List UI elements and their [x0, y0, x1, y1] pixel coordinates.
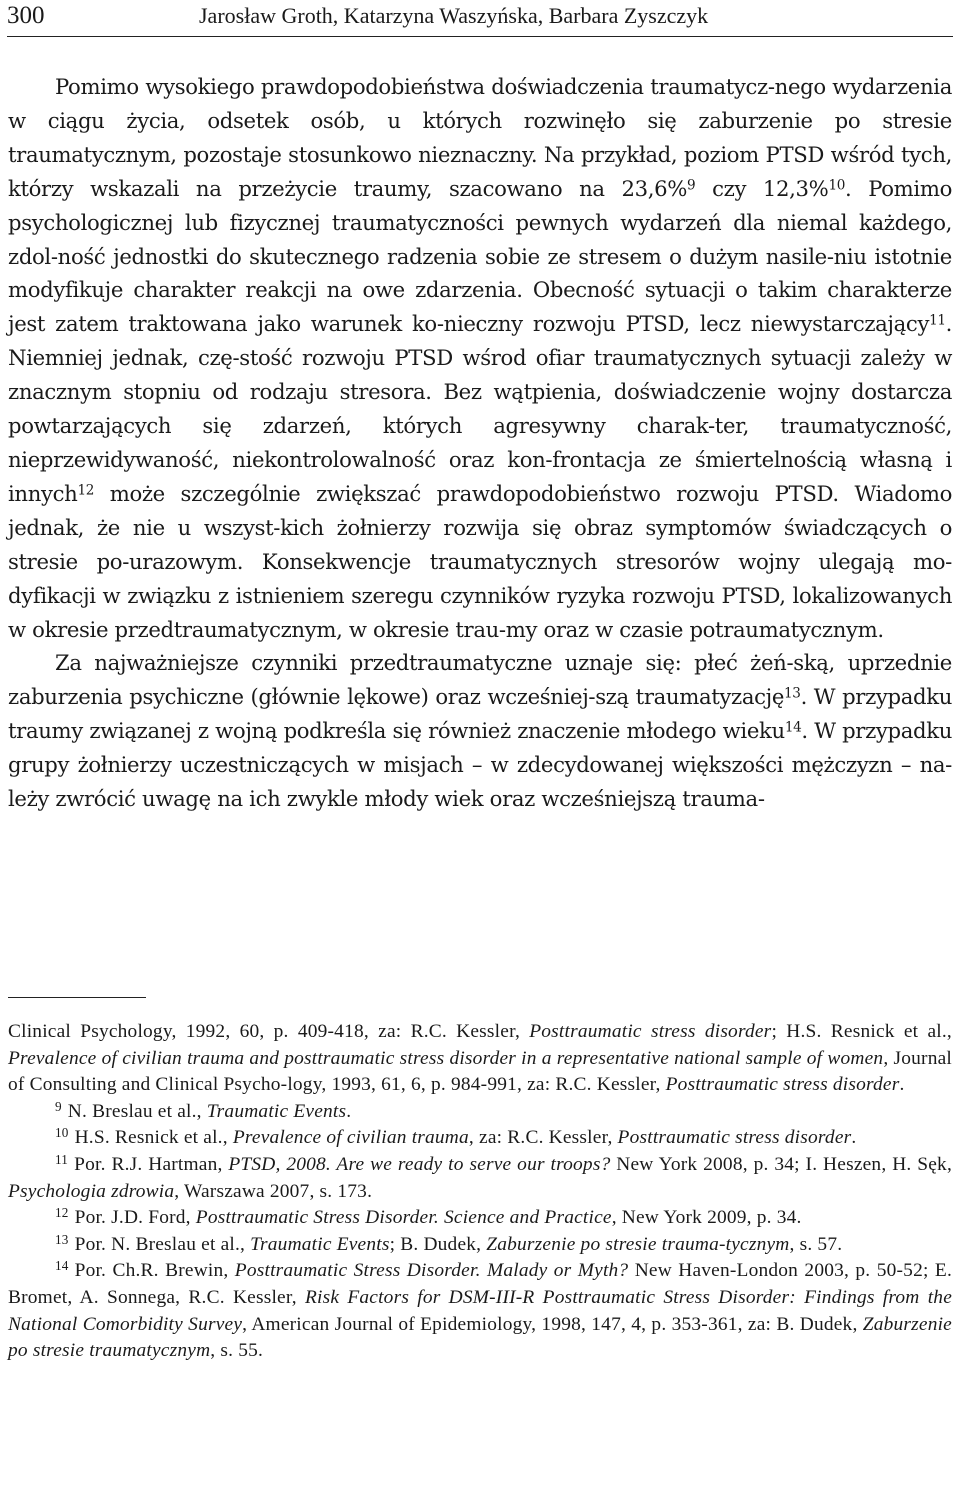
footnote-number: 9 — [55, 1098, 62, 1114]
cited-title: Posttraumatic Stress Disorder. Malady or Myth? — [234, 1260, 629, 1282]
text-run: Clinical Psychology, 1992, 60, p. 409-418, za: R.C. Kessler, — [8, 1021, 530, 1042]
cited-title: Posttraumatic stress disorder — [617, 1127, 852, 1149]
text-run: Por. Ch.R. Brewin, — [74, 1260, 235, 1282]
text-run: może szczególnie zwiększać prawdopodobieństwo rozwoju PTSD. Wiadomo jednak, że nie u wszyst-kich żołnierzy rozwija się obraz symptomów świadczących o stresie po-urazowym. Konsekwencje traumatycznych stresorów wojny ulegają mo-dyfikacji w związku z istnieniem szeregu czynników ryzyka rozwoju PTSD, lokalizowanych w okresie przedtraumatycznym, w okresie trau-my oraz w czasie potraumatycznym. — [8, 480, 952, 642]
footnote-separator — [8, 997, 146, 998]
text-run: Por. J.D. Ford, — [74, 1207, 196, 1229]
text-run: New Haven-London 2003, p. 50-52; E. Bromet, A. Sonnega, R.C. Kessler, — [8, 1260, 953, 1308]
paragraph — [8, 70, 952, 646]
footnote-number: 13 — [55, 1231, 69, 1247]
footnote-11 — [8, 1152, 952, 1205]
footnote-10 — [8, 1125, 952, 1152]
cited-title: PTSD, 2008. Are we ready to serve our troops? — [228, 1153, 611, 1175]
text-run: , s. 55. — [210, 1340, 264, 1362]
text-run: ; B. Dudek, — [389, 1233, 487, 1255]
cited-title: Posttraumatic Stress Disorder. Science and Practice — [195, 1207, 612, 1229]
footnote-number: 14 — [55, 1258, 69, 1274]
page-header — [7, 0, 953, 37]
cited-title: Psychologia zdrowia — [8, 1180, 175, 1202]
text-run: ; H.S. Resnick et al., — [771, 1021, 952, 1042]
text-run: , Warszawa 2007, s. 173. — [174, 1180, 373, 1202]
footnote-ref-11[interactable]: 11 — [929, 312, 946, 329]
footnote-number: 12 — [55, 1205, 69, 1221]
text-run: , s. 57. — [789, 1233, 843, 1255]
footnote-12 — [8, 1205, 952, 1232]
text-run: Pomimo wysokiego prawdopodobieństwa doświadczenia traumatycz-nego wydarzenia w ciągu życia, odsetek osób, u których rozwinęło się zaburzenie po stresie traumatycznym, pozostaje stosunkowo nieznaczny. Na przykład, poziom PTSD wśród tych, którzy wskazali na przeżycie traumy, szacowano na 23,6% — [8, 74, 952, 201]
footnote-ref-13[interactable]: 13 — [784, 685, 801, 702]
text-run: , American Journal of Epidemiology, 1998, 147, 4, p. 353-361, za: B. Dudek, — [242, 1313, 863, 1335]
footnote-ref-12[interactable]: 12 — [77, 482, 94, 499]
footnote-ref-10[interactable]: 10 — [828, 177, 846, 194]
cited-title: Posttraumatic stress disorder — [529, 1021, 772, 1042]
cited-title: Zaburzenie po stresie traumatycznym — [8, 1313, 952, 1362]
cited-title: Zaburzenie po stresie trauma-tycznym — [486, 1233, 790, 1255]
text-run: Za najważniejsze czynniki przedtraumatyczne uznaje się: płeć żeń-ską, uprzednie zaburzenia psychiczne (głównie lękowe) oraz wcześniej-szą traumatyzację — [8, 650, 952, 710]
text-run: Por. N. Breslau et al., — [74, 1233, 251, 1255]
paragraph — [8, 646, 952, 816]
text-run: czy 12,3% — [695, 175, 829, 201]
footnotes — [8, 1019, 952, 1365]
text-run: N. Breslau et al., — [67, 1100, 207, 1122]
text-run: . W przypadku traumy związanej z wojną podkreśla się również znaczenie młodego wieku — [8, 684, 952, 744]
text-run: . Niemniej jednak, czę-stość rozwoju PTSD wśrod ofiar traumatycznych sytuacji zależy w znacznym stopniu od rodzaju stresora. Bez wątpienia, doświadczenie wojny dostarcza powtarzających się zdarzeń, których agresywny charak-ter, traumatyczność, nieprzewidywaność, niekontrolowalność oraz kon-frontacja ze śmiertelnością własną i innych — [8, 311, 952, 506]
footnote-14 — [8, 1258, 952, 1364]
footnote-ref-14[interactable]: 14 — [784, 719, 802, 736]
text-run: . W przypadku grupy żołnierzy uczestniczących w misjach – w zdecydowanej większości mężczyzn – na-leży zwrócić uwagę na ich zwykle młody wiek oraz wcześniejszą trauma- — [8, 718, 952, 812]
footnote-continuation — [8, 1019, 952, 1099]
text-run: , Journal of Consulting and Clinical Psycho-logy, 1993, 61, 6, p. 984-991, za: R.C. Kessler, — [8, 1047, 952, 1096]
text-run: . — [346, 1100, 352, 1122]
text-run: , New York 2009, p. 34. — [611, 1207, 802, 1229]
page-number: 300 — [7, 2, 45, 29]
text-run: . Pomimo psychologicznej lub fizycznej traumatyczności pewnych wydarzeń dla niemal każdego, zdol-ność jednostki do skutecznego radzenia sobie ze stresem o dużym nasile-niu istotnie modyfikuje charakter reakcji na owe zdarzenia. Obecność sytuacji o takim charakterze jest zatem traktowana jako warunek ko-nieczny rozwoju PTSD, lecz niewystarczający — [8, 175, 952, 337]
footnote-number: 10 — [55, 1125, 69, 1141]
text-run: New York 2008, p. 34; I. Heszen, H. Sęk, — [610, 1153, 952, 1175]
footnote-9 — [8, 1099, 952, 1126]
text-run: . — [899, 1074, 905, 1096]
running-head-authors: Jarosław Groth, Katarzyna Waszyńska, Barbara Zyszczyk — [199, 3, 709, 28]
text-run: H.S. Resnick et al., — [74, 1127, 233, 1149]
cited-title: Traumatic Events — [250, 1233, 390, 1255]
cited-title: Prevalence of civilian trauma — [232, 1127, 469, 1149]
cited-title: Posttraumatic stress disorder — [665, 1074, 900, 1096]
footnote-number: 11 — [55, 1152, 69, 1168]
cited-title: Risk Factors for DSM-III-R Posttraumatic Stress Disorder: Findings from the National Comorbidity Survey — [8, 1286, 952, 1335]
footnote-ref-9[interactable]: 9 — [687, 177, 696, 194]
text-run: , za: R.C. Kessler, — [468, 1127, 618, 1149]
main-text — [8, 70, 952, 816]
text-run: Por. R.J. Hartman, — [74, 1153, 229, 1175]
footnote-13 — [8, 1232, 952, 1259]
cited-title: Traumatic Events — [206, 1100, 347, 1122]
text-run: . — [851, 1127, 857, 1149]
cited-title: Prevalence of civilian trauma and posttraumatic stress disorder in a representative national sample of women — [8, 1047, 884, 1069]
